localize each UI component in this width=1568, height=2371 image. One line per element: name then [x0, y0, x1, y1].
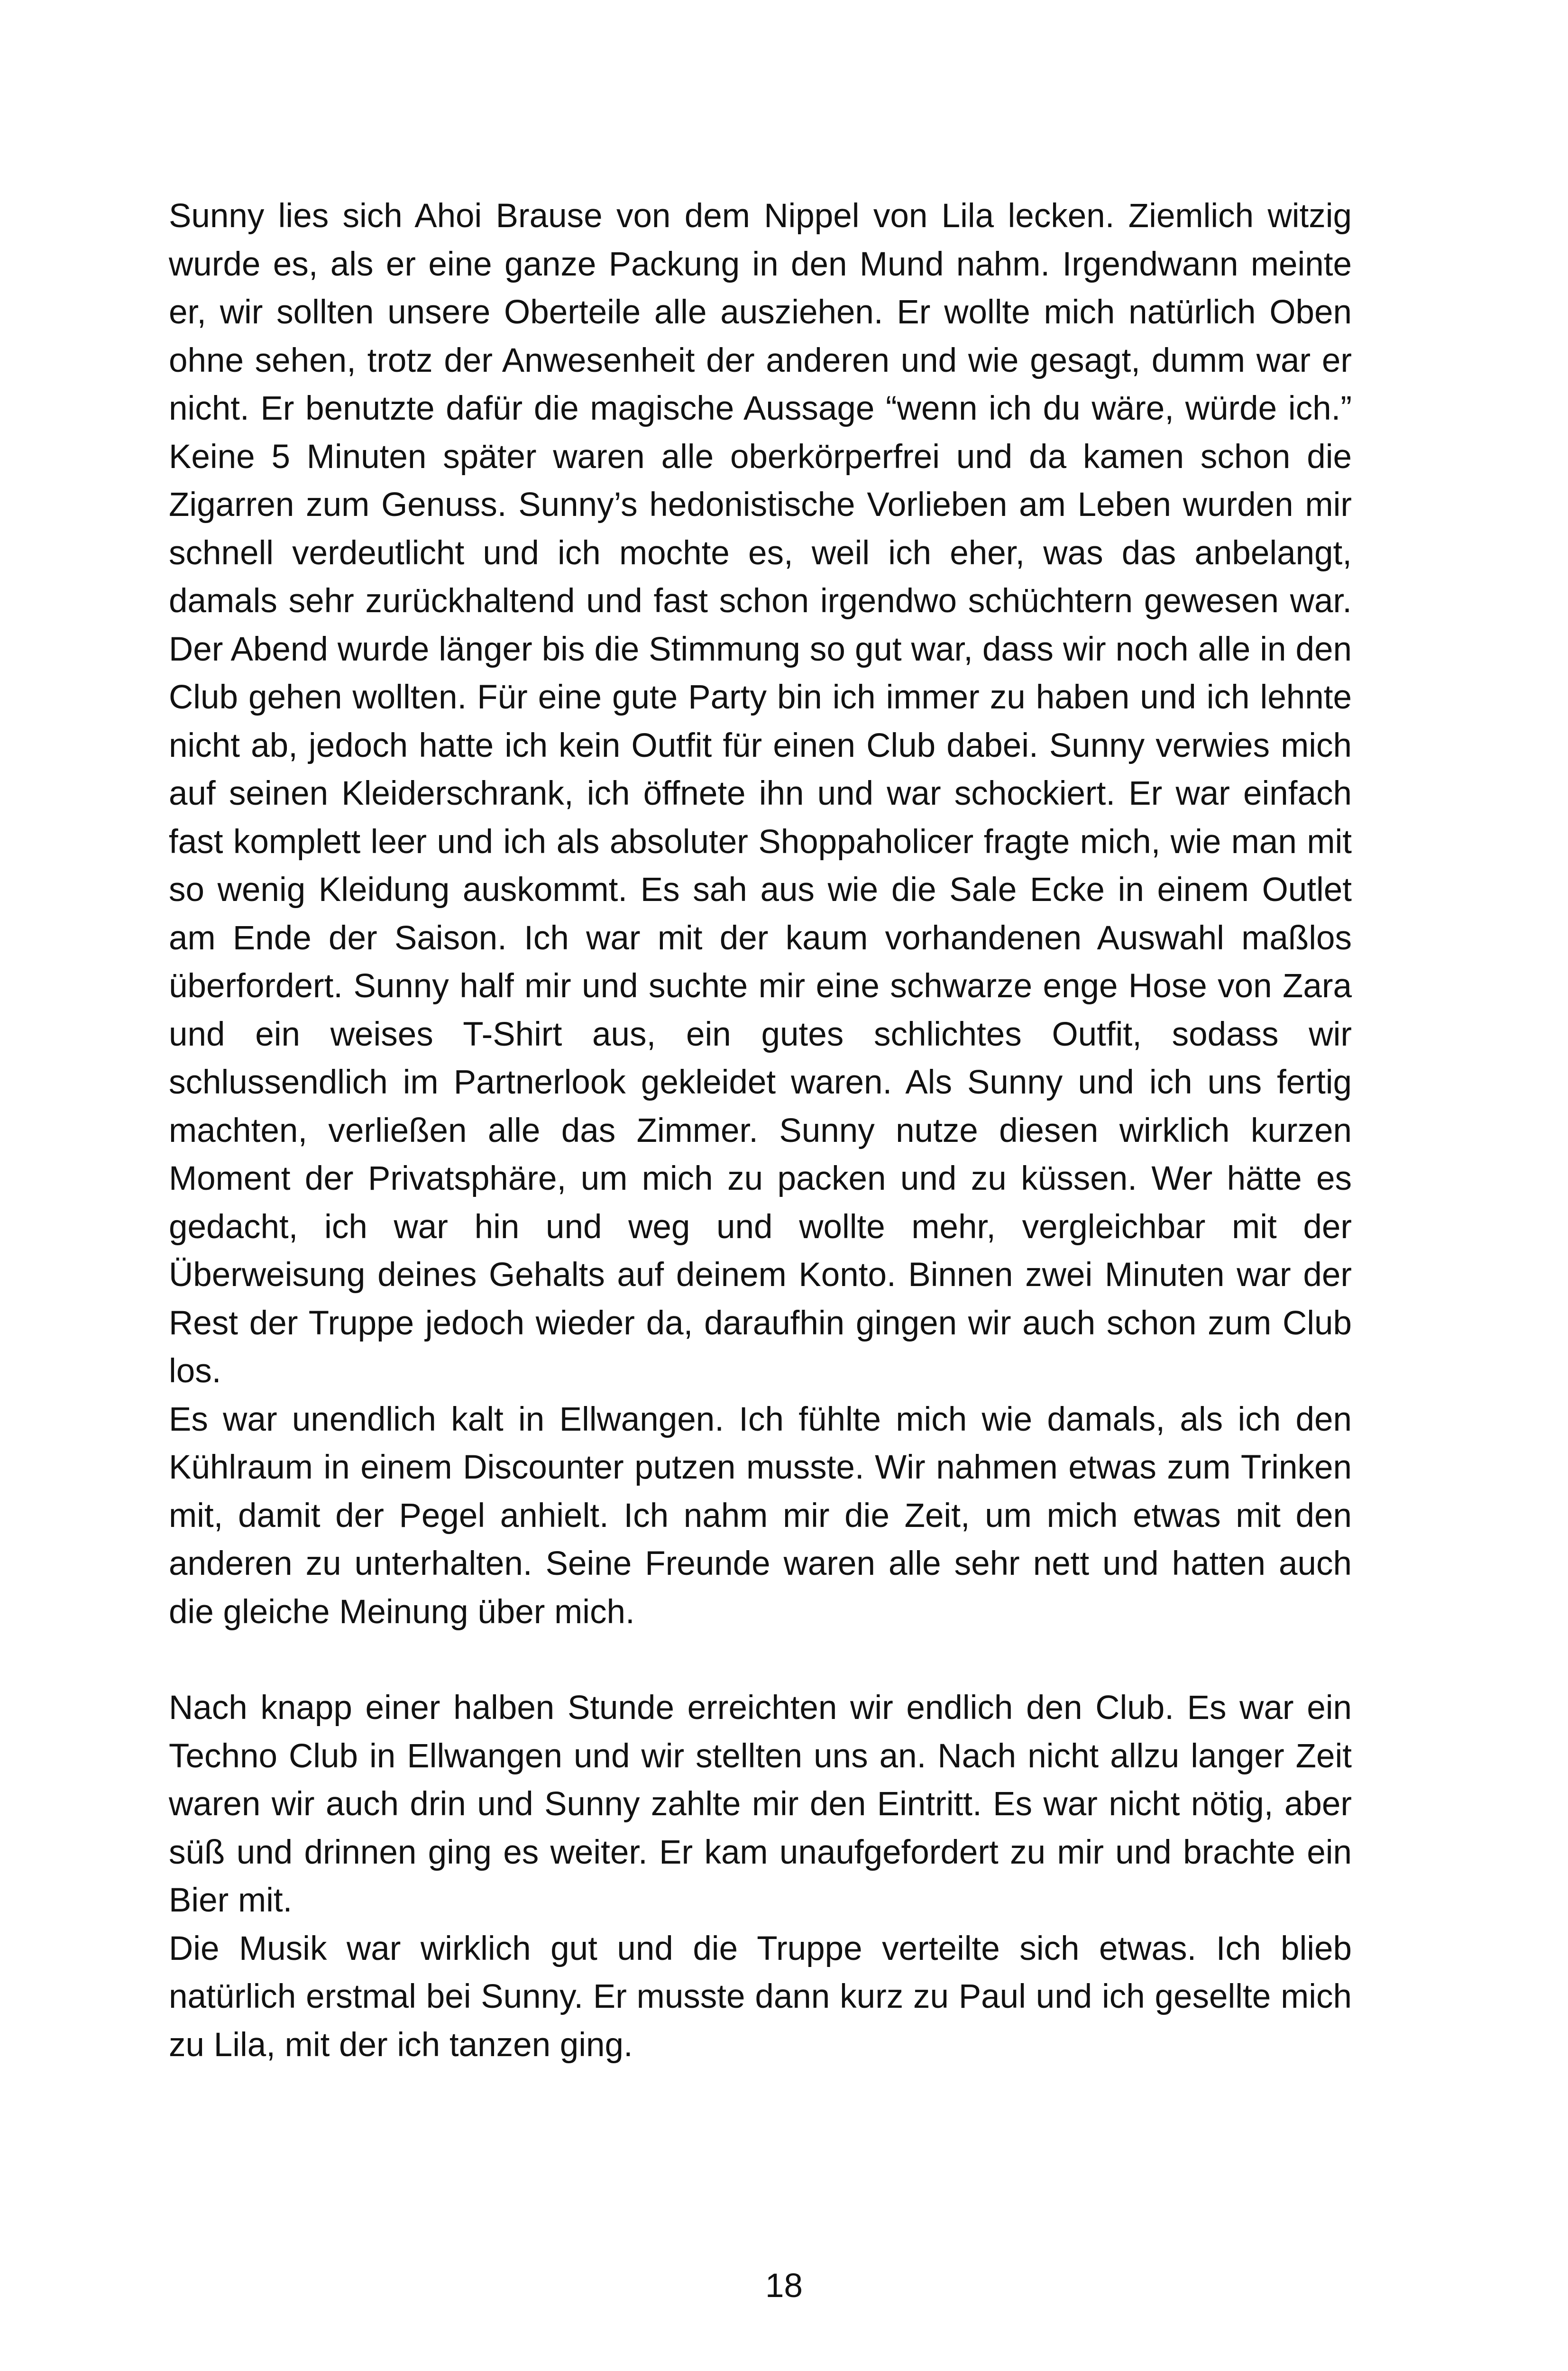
paragraph: Die Musik war wirklich gut und die Truppe verteilte sich etwas. Ich blieb natürlich erstmal bei Sunny. Er musste dann kurz zu Paul und ich gesellte mich zu Lila, mit der ich tanzen ging.	[169, 1930, 1352, 2064]
body-text	[169, 192, 1352, 2069]
paragraph-gap	[169, 1636, 1352, 1684]
paragraph: Es war unendlich kalt in Ellwangen. Ich fühlte mich wie damals, als ich den Kühlraum in einem Discounter putzen musste. Wir nahmen etwas zum Trinken mit, damit der Pegel anhielt. Ich nahm mir die Zeit, um mich etwas mit den anderen zu unterhalten. Seine Freunde waren alle sehr nett und hatten auch die gleiche Meinung über mich.	[169, 1400, 1352, 1631]
page-number: 18	[765, 2267, 803, 2305]
paragraph: Sunny lies sich Ahoi Brause von dem Nippel von Lila lecken. Ziemlich witzig wurde es, als er eine ganze Packung in den Mund nahm. Irgendwann meinte er, wir sollten unsere Oberteile alle ausziehen. Er wollte mich natürlich Oben ohne sehen, trotz der Anwesenheit der anderen und wie gesagt, dumm war er nicht. Er benutzte dafür die magische Aussage “wenn ich du wäre, würde ich.” Keine 5 Minuten später waren alle oberkörperfrei und da kamen schon die Zigarren zum Genuss. Sunny’s hedonistische Vorlieben am Leben wurden mir schnell verdeutlicht und ich mochte es, weil ich eher, was das anbelangt, damals sehr zurückhaltend und fast schon irgendwo schüchtern gewesen war. Der Abend wurde länger bis die Stimmung so gut war, dass wir noch alle in den Club gehen wollten. Für eine gute Party bin ich immer zu haben und ich lehnte nicht ab, jedoch hatte ich kein Outfit für einen Club dabei. Sunny verwies mich auf seinen Kleiderschrank, ich öffnete ihn und war schockiert. Er war einfach fast komplett leer und ich als absoluter Shoppaholicer fragte mich, wie man mit so wenig Kleidung auskommt. Es sah aus wie die Sale Ecke in einem Outlet am Ende der Saison. Ich war mit der kaum vorhandenen Auswahl maßlos überfordert. Sunny half mir und suchte mir eine schwarze enge Hose von Zara und ein weises T-Shirt aus, ein gutes schlichtes Outfit, sodass wir schlussendlich im Partnerlook gekleidet waren. Als Sunny und ich uns fertig machten, verließen alle das Zimmer. Sunny nutze diesen wirklich kurzen Moment der Privatsphäre, um mich zu packen und zu küssen. Wer hätte es gedacht, ich war hin und weg und wollte mehr, vergleichbar mit der Überweisung deines Gehalts auf deinem Konto. Binnen zwei Minuten war der Rest der Truppe jedoch wieder da, daraufhin gingen wir auch schon zum Club los.	[169, 197, 1352, 1390]
paragraph: Nach knapp einer halben Stunde erreichten wir endlich den Club. Es war ein Techno Club in Ellwangen und wir stellten uns an. Nach nicht allzu langer Zeit waren wir auch drin und Sunny zahlte mir den Eintritt. Es war nicht nötig, aber süß und drinnen ging es weiter. Er kam unaufgefordert zu mir und brachte ein Bier mit.	[169, 1689, 1352, 1919]
